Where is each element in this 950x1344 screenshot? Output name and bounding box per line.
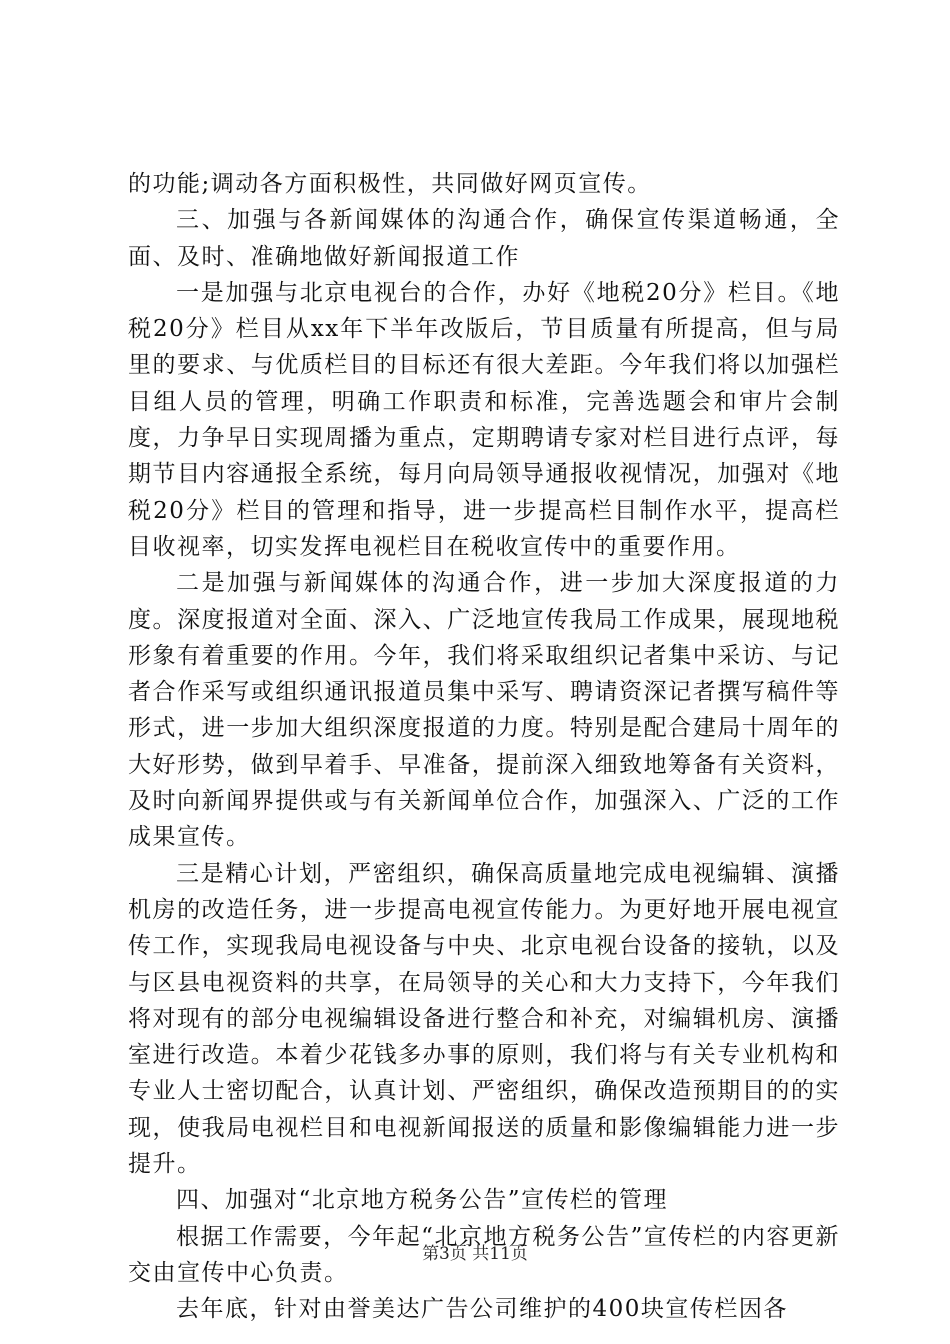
document-body [128,166,840,1328]
paragraph-item-three: 三是精心计划，严密组织，确保高质量地完成电视编辑、演播机房的改造任务，进一步提高电视宣传能力。为更好地开展电视宣传工作，实现我局电视设备与中央、北京电视台设备的接轨，以及与区县电视资料的共享，在局领导的关心和大力支持下，今年我们将对现有的部分电视编辑设备进行整合和补充，对编辑机房、演播室进行改造。本着少花钱多办事的原则，我们将与有关专业机构和专业人士密切配合，认真计划、严密组织，确保改造预期目的的实现，使我局电视栏目和电视新闻报送的质量和影像编辑能力进一步提升。 [128,860,840,1178]
paragraph-continuation: 的功能;调动各方面积极性，共同做好网页宣传。 [128,171,652,197]
page-number-label: 第3页 共11页 [422,1244,528,1264]
section-heading-three: 三、加强与各新闻媒体的沟通合作，确保宣传渠道畅通，全面、及时、准确地做好新闻报道工作 [128,207,840,270]
paragraph-bulletin-board: 根据工作需要，今年起“北京地方税务公告”宣传栏的内容更新交由宣传中心负责。 [128,1223,840,1286]
section-heading-four: 四、加强对“北京地方税务公告”宣传栏的管理 [176,1187,669,1214]
paragraph-last-year: 去年底，针对由誉美达广告公司维护的400块宣传栏因各 [176,1296,788,1323]
paragraph-item-one: 一是加强与北京电视台的合作，办好《地税20分》栏目。《地税20分》栏目从xx年下半年改版后，节目质量有所提高，但与局里的要求、与优质栏目的目标还有很大差距。今年我们将以加强栏目组人员的管理，明确工作职责和标准，完善选题会和审片会制度，力争早日实现周播为重点，定期聘请专家对栏目进行点评，每期节目内容通报全系统，每月向局领导通报收视情况，加强对《地税20分》栏目的管理和指导，进一步提高栏目制作水平，提高栏目收视率，切实发挥电视栏目在税收宣传中的重要作用。 [128,279,840,560]
paragraph-item-two: 二是加强与新闻媒体的沟通合作，进一步加大深度报道的力度。深度报道对全面、深入、广泛地宣传我局工作成果，展现地税形象有着重要的作用。今年，我们将采取组织记者集中采访、与记者合作采写或组织通讯报道员集中采写、聘请资深记者撰写稿件等形式，进一步加大组织深度报道的力度。特别是配合建局十周年的大好形势，做到早着手、早准备，提前深入细致地筹备有关资料，及时向新闻界提供或与有关新闻单位合作，加强深入、广泛的工作成果宣传。 [128,570,840,851]
page-footer [0,1243,950,1265]
